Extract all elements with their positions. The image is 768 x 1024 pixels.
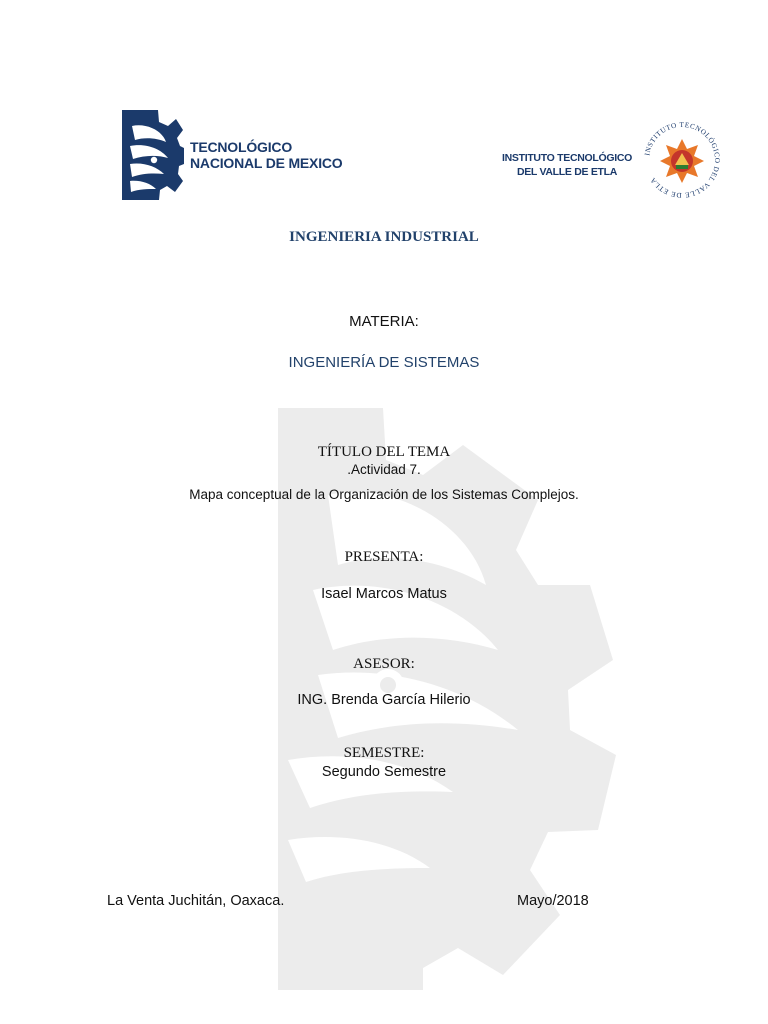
presenter-label: PRESENTA: [344, 549, 424, 565]
topic-activity: .Actividad 7. [347, 462, 421, 477]
tecnm-gear-eagle-icon [118, 108, 184, 202]
presenter-name: Isael Marcos Matus [321, 586, 447, 602]
semester-value: Segundo Semestre [321, 764, 447, 780]
itve-seal-icon [640, 118, 724, 202]
itve-logo-text [498, 151, 636, 179]
career-title: INGENIERIA INDUSTRIAL [289, 229, 479, 245]
subject-label: MATERIA: [349, 313, 419, 330]
tecnm-logo [118, 108, 348, 204]
semester-label: SEMESTRE: [343, 745, 425, 761]
topic-title: Mapa conceptual de la Organización de los Sistemas Complejos. [189, 487, 579, 502]
subject-value: INGENIERÍA DE SISTEMAS [288, 354, 480, 371]
tecnm-logo-line2: NACIONAL DE MEXICO [190, 155, 343, 171]
topic-label: TÍTULO DEL TEMA [317, 444, 451, 460]
itve-seal-ring-text: INSTITUTO TECNOLÓGICO DEL VALLE DE ETLA [643, 120, 722, 200]
footer-place: La Venta Juchitán, Oaxaca. [107, 893, 285, 909]
itve-logo-line1: INSTITUTO TECNOLÓGICO [501, 152, 632, 164]
footer-date: Mayo/2018 [517, 893, 589, 909]
tecnm-logo-line1: TECNOLÓGICO [190, 139, 293, 155]
advisor-label: ASESOR: [353, 656, 415, 672]
itve-logo-line2: DEL VALLE DE ETLA [516, 166, 618, 178]
advisor-name: ING. Brenda García Hilerio [297, 692, 471, 708]
